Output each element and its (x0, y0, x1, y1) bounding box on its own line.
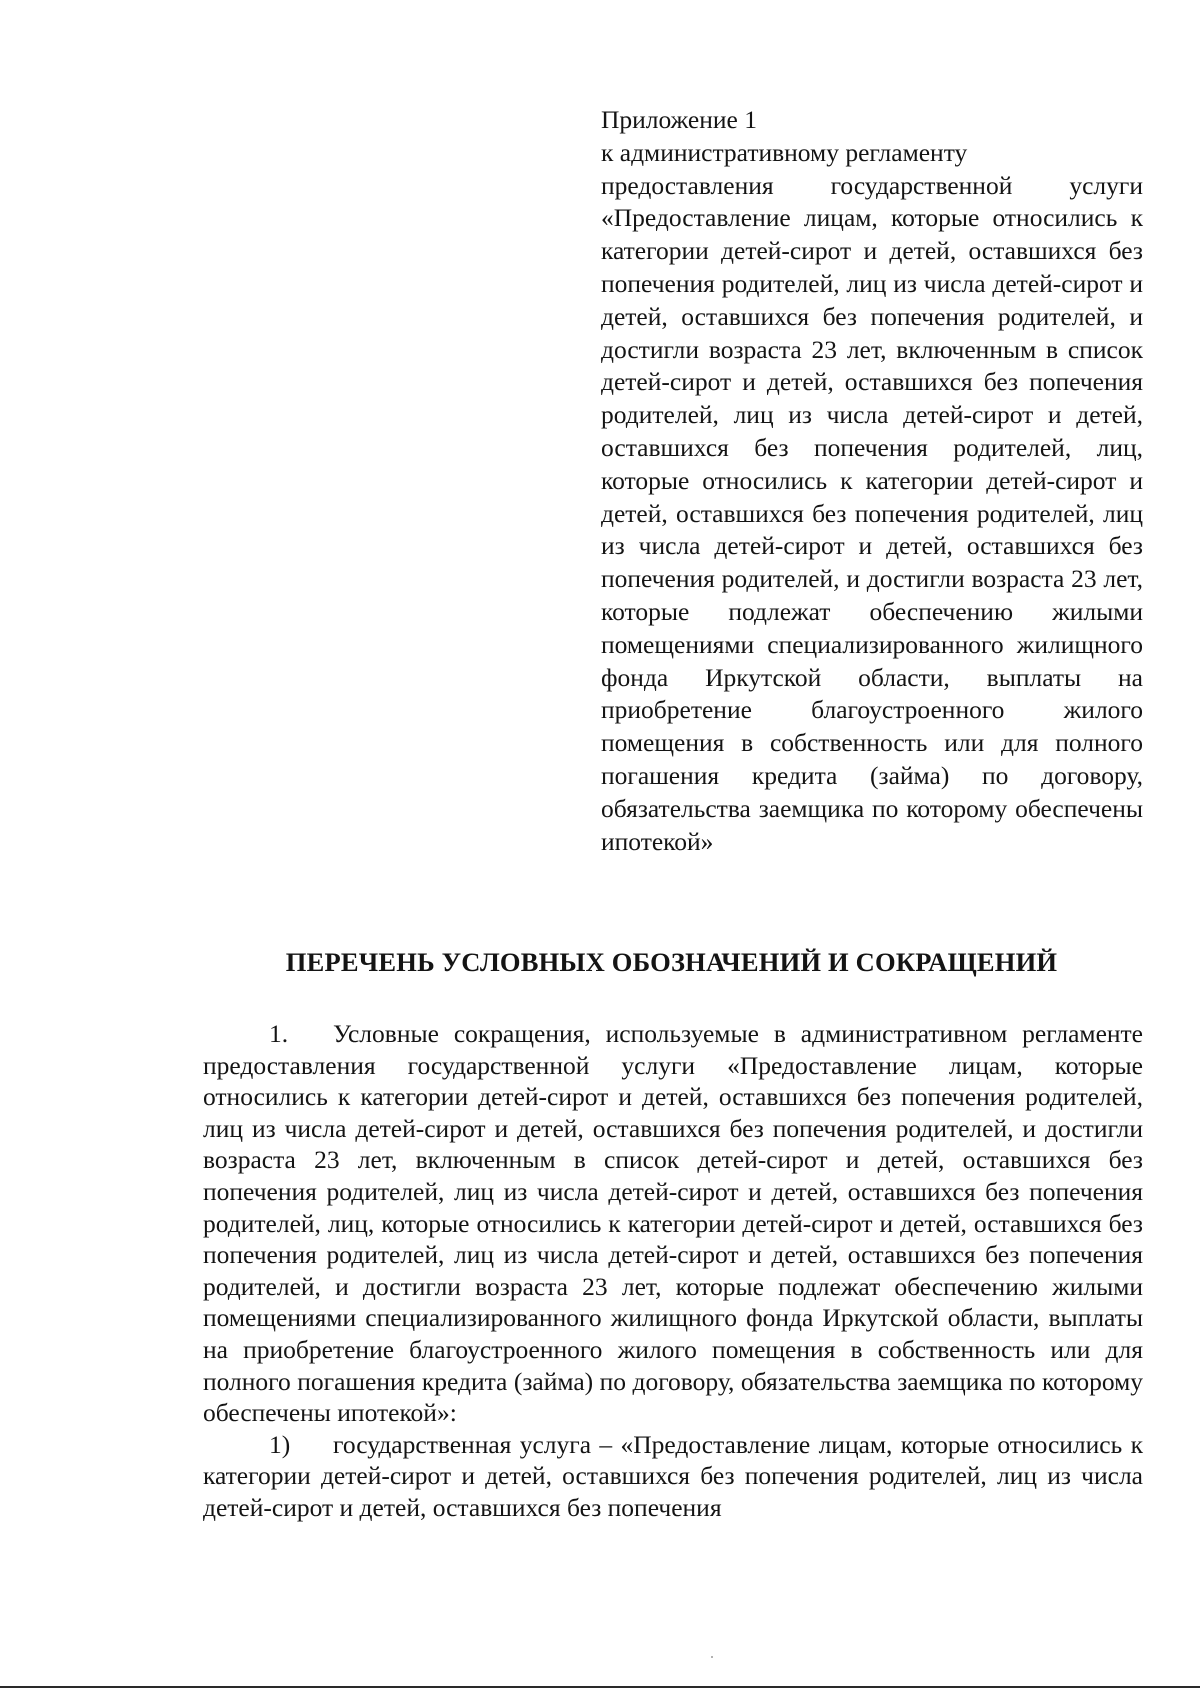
paragraph-number: 1) (269, 1429, 291, 1459)
appendix-block (601, 104, 1143, 858)
section-heading: ПЕРЕЧЕНЬ УСЛОВНЫХ ОБОЗНАЧЕНИЙ И СОКРАЩЕНИЙ (285, 947, 1058, 977)
paragraph-1 (203, 1018, 1143, 1429)
paragraph-item-1 (203, 1429, 1143, 1524)
document-body (203, 1018, 1143, 1524)
appendix-reference: к административному регламенту (601, 137, 968, 167)
appendix-title: Приложение 1 (601, 105, 757, 134)
paragraph-number: 1. (269, 1019, 289, 1048)
paragraph-text: государственная услуга – «Предоставление лицам, которые относились к категории детей-сирот и детей, оставшихся без попечения родителей, лиц из числа детей-сирот и детей, оставшихся без попечения (203, 1429, 1143, 1522)
appendix-service-name: предоставления государственной услуги «Предоставление лицам, которые относились к категории детей-сирот и детей, оставшихся без попечения родителей, лиц из числа детей-сирот и детей, оставшихся без попечения родителей, и достигли возраста 23 лет, включенным в список детей-сирот и детей, оставшихся без попечения родителей, лиц из числа детей-сирот и детей, оставшихся без попечения родителей, лиц, которые относились к категории детей-сирот и детей, оставшихся без попечения родителей, лиц из числа детей-сирот и детей, оставшихся без попечения родителей, и достигли возраста 23 лет, которые подлежат обеспечению жилыми помещениями специализированного жилищного фонда Иркутской области, выплаты на приобретение благоустроенного жилого помещения в собственность или для полного погашения кредита (займа) по договору, обязательства заемщика по которому обеспечены ипотекой» (601, 170, 1143, 856)
page-bottom-rule (0, 1686, 1200, 1688)
scan-artifact (711, 1656, 713, 1658)
paragraph-text: Условные сокращения, используемые в административном регламенте предоставления государственной услуги «Предоставление лицам, которые относились к категории детей-сирот и детей, оставшихся без попечения родителей, лиц из числа детей-сирот и детей, оставшихся без попечения родителей, и достигли возраста 23 лет, включенным в список детей-сирот и детей, оставшихся без попечения родителей, лиц из числа детей-сирот и детей, оставшихся без попечения родителей, лиц, которые относились к категории детей-сирот и детей, оставшихся без попечения родителей, лиц из числа детей-сирот и детей, оставшихся без попечения родителей, и достигли возраста 23 лет, которые подлежат обеспечению жилыми помещениями специализированного жилищного фонда Иркутской области, выплаты на приобретение благоустроенного жилого помещения в собственность или для полного погашения кредита (займа) по договору, обязательства заемщика по которому обеспечены ипотекой»: (203, 1019, 1143, 1428)
